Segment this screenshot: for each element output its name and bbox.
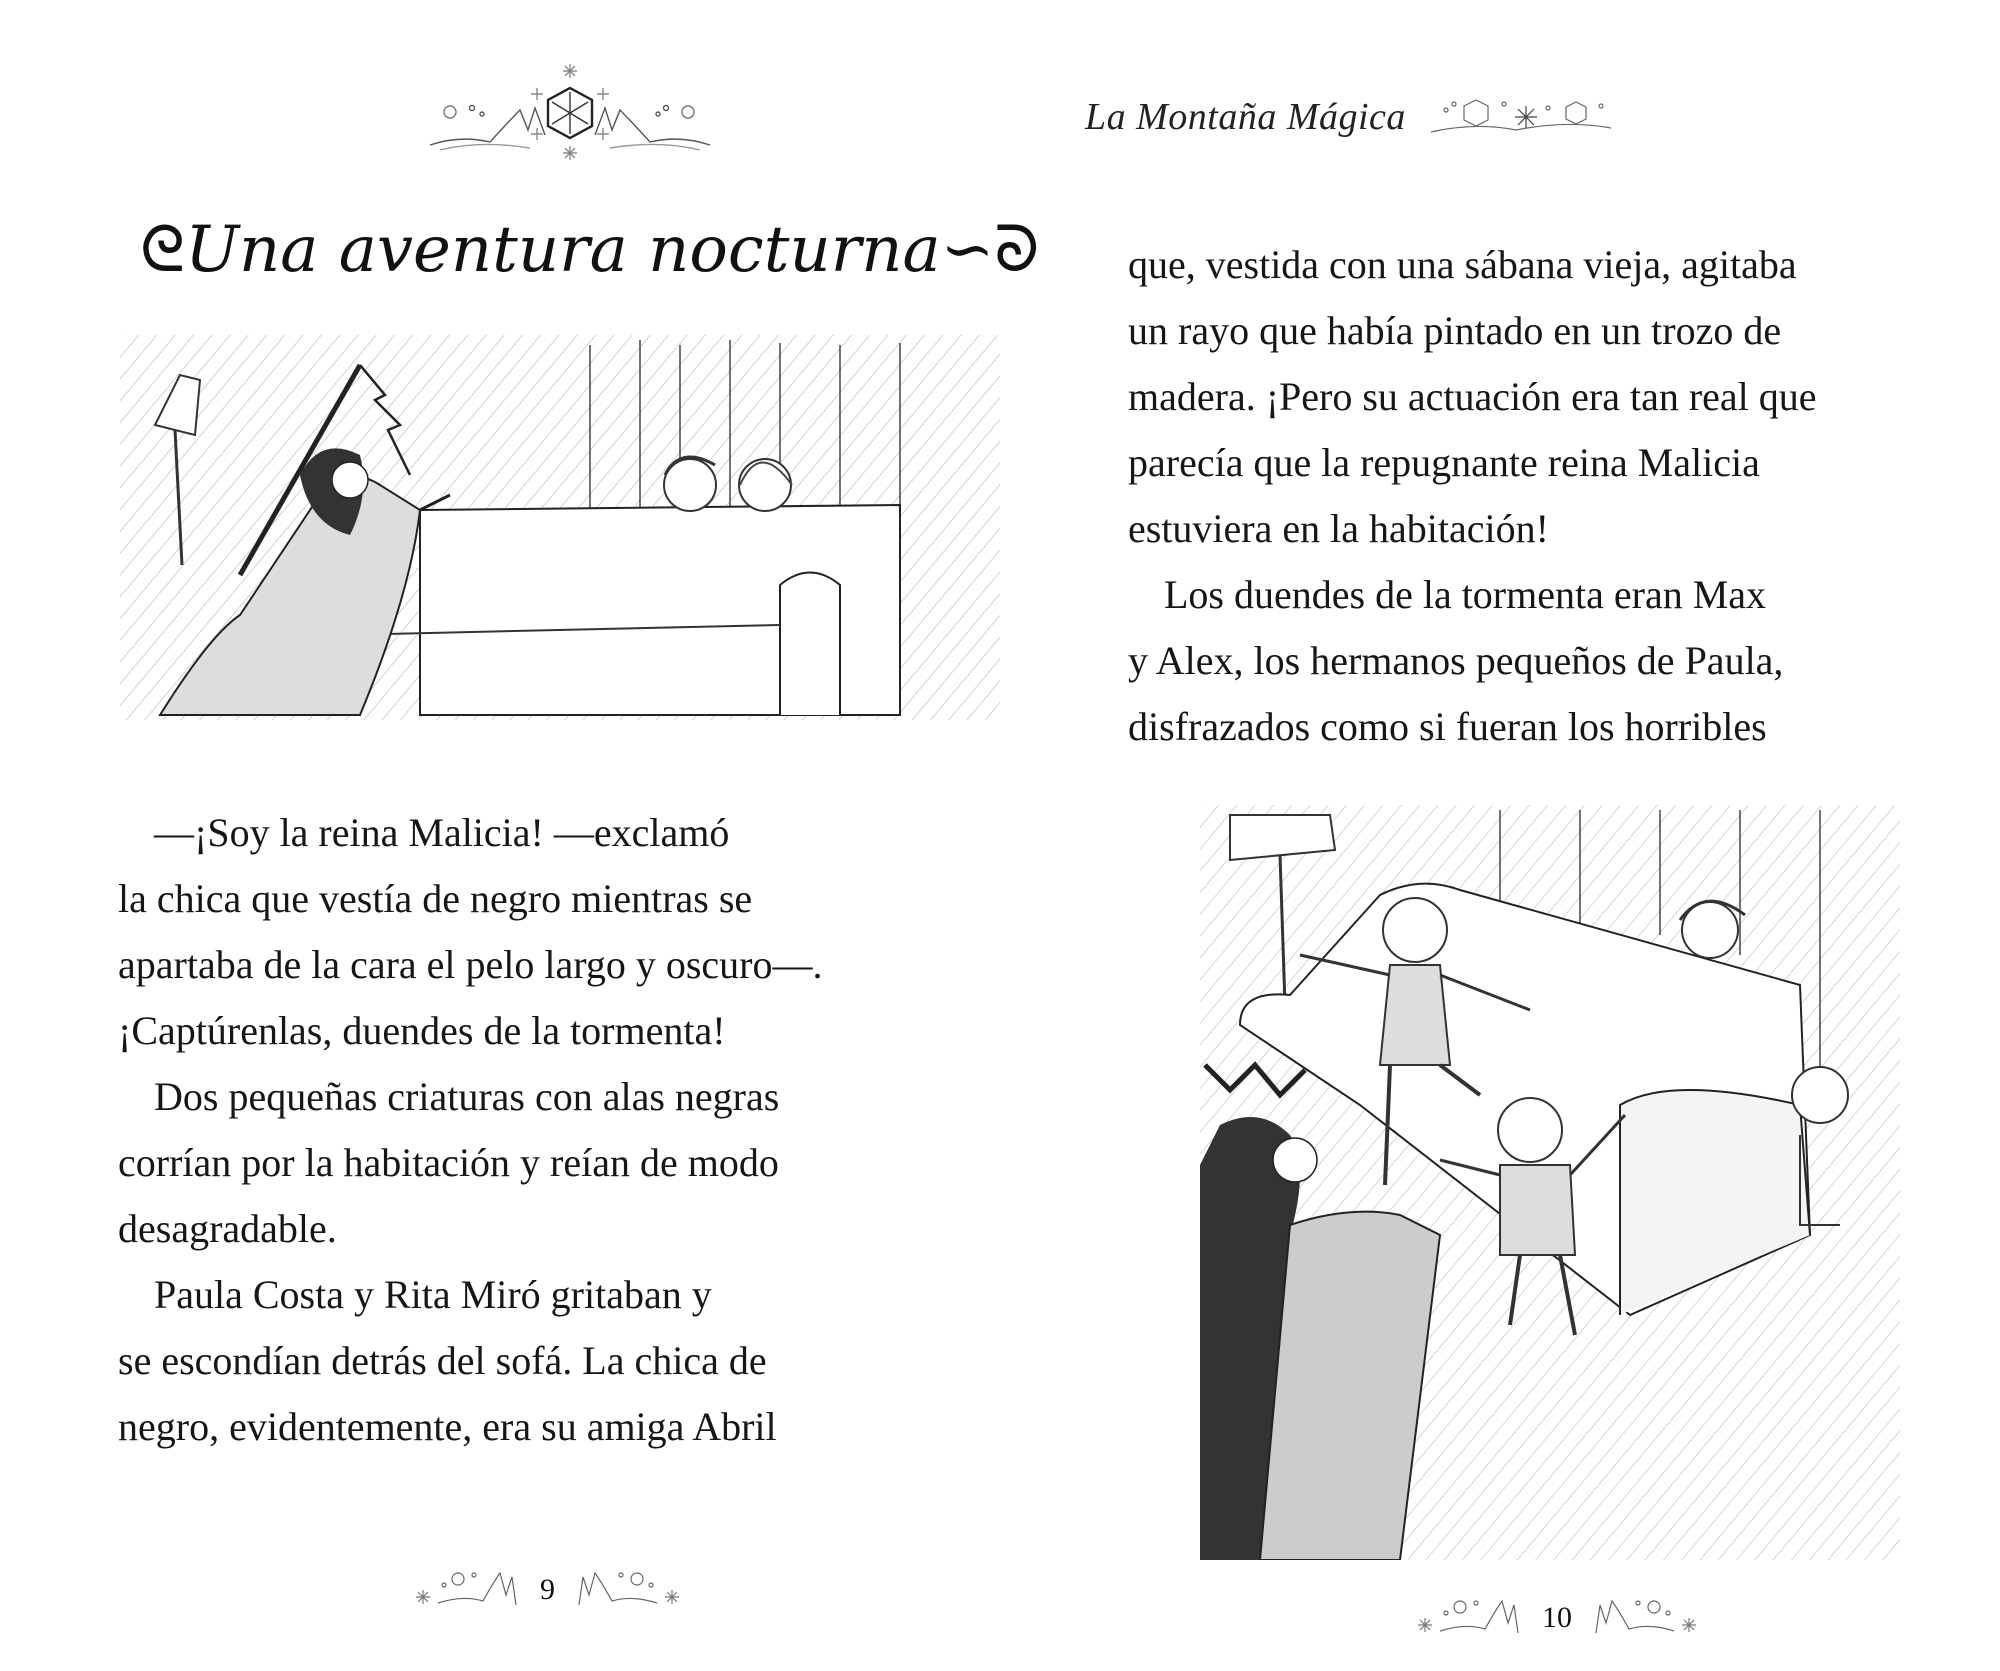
text-line: disfrazados como si fueran los horribles [1128,704,1767,749]
text-line: un rayo que había pintado en un trozo de [1128,308,1782,353]
page-number-left [408,1565,687,1615]
text-line: desagradable. [118,1206,337,1251]
illustration-queen-malicia [120,335,1000,720]
chapter-title-text: Una aventura nocturna [185,213,941,287]
text-line: se escondían detrás del sofá. La chica de [118,1338,767,1383]
page-number-right [1410,1593,1704,1643]
mountain-ornament-icon [1410,1593,1520,1643]
text-line: corrían por la habitación y reían de modo [118,1140,779,1185]
text-line: Los duendes de la tormenta eran Max [1164,572,1767,617]
text-line: parecía que la repugnante reina Malicia [1128,440,1760,485]
text-line: ¡Captúrenlas, duendes de la tormenta! [118,1008,726,1053]
text-line: —¡Soy la reina Malicia! —exclamó [154,810,730,855]
text-line: la chica que vestía de negro mientras se [118,876,753,921]
snowflake-ornament-icon [1426,92,1616,142]
page-number: 9 [540,1573,555,1606]
text-line: Dos pequeñas criaturas con alas negras [154,1074,780,1119]
text-line: apartaba de la cara el pelo largo y oscuro—. [118,942,823,987]
mountain-ornament-icon [1594,1593,1704,1643]
body-text-left [118,800,978,1460]
text-line: estuviera en la habitación! [1128,506,1549,551]
mountain-ornament-icon [577,1565,687,1615]
swash-right-icon: ∽ᘐ [940,213,1040,287]
mountain-snowflake-ornament-icon [420,50,720,170]
swash-left-icon: ᘓ [140,213,186,287]
text-line: Paula Costa y Rita Miró gritaban y [154,1272,712,1317]
text-line: y Alex, los hermanos pequeños de Paula, [1128,638,1784,683]
page-number: 10 [1542,1601,1572,1634]
mountain-ornament-icon [408,1565,518,1615]
illustration-storm-goblins [1200,805,1900,1560]
text-line: madera. ¡Pero su actuación era tan real que [1128,374,1817,419]
text-line: que, vestida con una sábana vieja, agitaba [1128,242,1797,287]
running-head [1085,92,1616,142]
chapter-title [140,205,1040,295]
book-title: La Montaña Mágica [1085,96,1406,138]
text-line: negro, evidentemente, era su amiga Abril [118,1404,777,1449]
body-text-right [1128,232,1978,760]
